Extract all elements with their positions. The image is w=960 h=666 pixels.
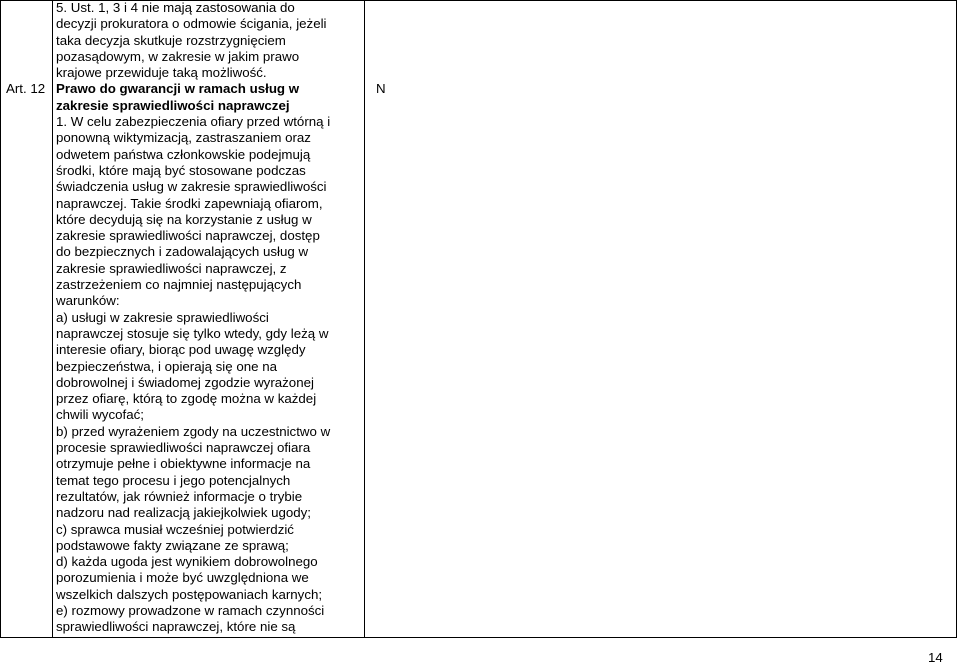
text-line: pozasądowym, w zakresie w jakim prawo <box>56 48 300 64</box>
text-line: podstawowe fakty związane ze sprawą; <box>56 537 289 553</box>
text-line: naprawczej stosuje się tylko wtedy, gdy leżą w <box>56 325 329 341</box>
text-line: 1. W celu zabezpieczenia ofiary przed wtórną i <box>56 114 331 130</box>
text-line: naprawczej. Takie środki zapewniają ofiarom, <box>56 195 323 211</box>
table-border-right <box>956 0 957 637</box>
text-line: które decydują się na korzystanie z usług w <box>56 211 312 227</box>
text-line: otrzymuje pełne i obiektywne informacje na <box>56 456 311 472</box>
table-border-bottom <box>0 637 957 638</box>
text-line: c) sprawca musiał wcześniej potwierdzić <box>56 521 294 537</box>
article-label: Art. 12 <box>6 81 46 96</box>
text-line: zakresie sprawiedliwości naprawczej, z <box>56 260 287 276</box>
article-heading-line: zakresie sprawiedliwości naprawczej <box>56 97 290 113</box>
table-border-col2 <box>364 0 365 637</box>
page-number: 14 <box>928 650 943 665</box>
text-line: przez ofiarę, którą to zgodę można w każdej <box>56 391 317 407</box>
text-line: wszelkich dalszych postępowaniach karnych; <box>56 586 323 602</box>
text-line: taka decyzja skutkuje rozstrzygnięciem <box>56 32 286 48</box>
text-line: porozumienia i może być uwzględniona we <box>56 570 309 586</box>
text-line: d) każda ugoda jest wynikiem dobrowolnego <box>56 554 318 570</box>
text-line: świadczenia usług w zakresie sprawiedliwości <box>56 179 327 195</box>
column-n-marker: N <box>376 81 386 96</box>
text-line: sprawiedliwości naprawczej, które nie są <box>56 619 296 635</box>
table-border-col1 <box>52 0 53 637</box>
text-line: temat tego procesu i jego potencjalnych <box>56 472 291 488</box>
text-line: zastrzeżeniem co najmniej następujących <box>56 277 302 293</box>
text-line: warunków: <box>56 293 120 309</box>
text-line: rezultatów, jak również informacje o trybie <box>56 488 303 504</box>
text-line: ponowną wiktymizacją, zastraszaniem oraz <box>56 130 311 146</box>
article-text <box>56 0 356 636</box>
text-line: odwetem państwa członkowskie podejmują <box>56 146 311 162</box>
text-line: krajowe przewiduje taką możliwość. <box>56 65 267 81</box>
text-line: bezpieczeństwa, i opierają się one na <box>56 358 278 374</box>
text-line: środki, które mają być stosowane podczas <box>56 162 306 178</box>
text-line: decyzji prokuratora o odmowie ścigania, jeżeli <box>56 16 327 32</box>
text-line: dobrowolnej i świadomej zgodzie wyrażonej <box>56 374 314 390</box>
text-line: interesie ofiary, biorąc pod uwagę względy <box>56 342 306 358</box>
text-line: do bezpiecznych i zadowalających usług w <box>56 244 309 260</box>
text-line: a) usługi w zakresie sprawiedliwości <box>56 309 269 325</box>
text-line: b) przed wyrażeniem zgody na uczestnictwo w <box>56 423 331 439</box>
text-line: chwili wycofać; <box>56 407 144 423</box>
table-border-left <box>0 0 1 637</box>
text-line: 5. Ust. 1, 3 i 4 nie mają zastosowania do <box>56 0 295 15</box>
text-line: procesie sprawiedliwości naprawczej ofiara <box>56 440 311 456</box>
article-heading-line: Prawo do gwarancji w ramach usług w <box>56 81 300 97</box>
text-line: e) rozmowy prowadzone w ramach czynności <box>56 602 325 618</box>
text-line: nadzoru nad realizacją jakiejkolwiek ugody; <box>56 505 312 521</box>
text-line: zakresie sprawiedliwości naprawczej, dostęp <box>56 228 320 244</box>
